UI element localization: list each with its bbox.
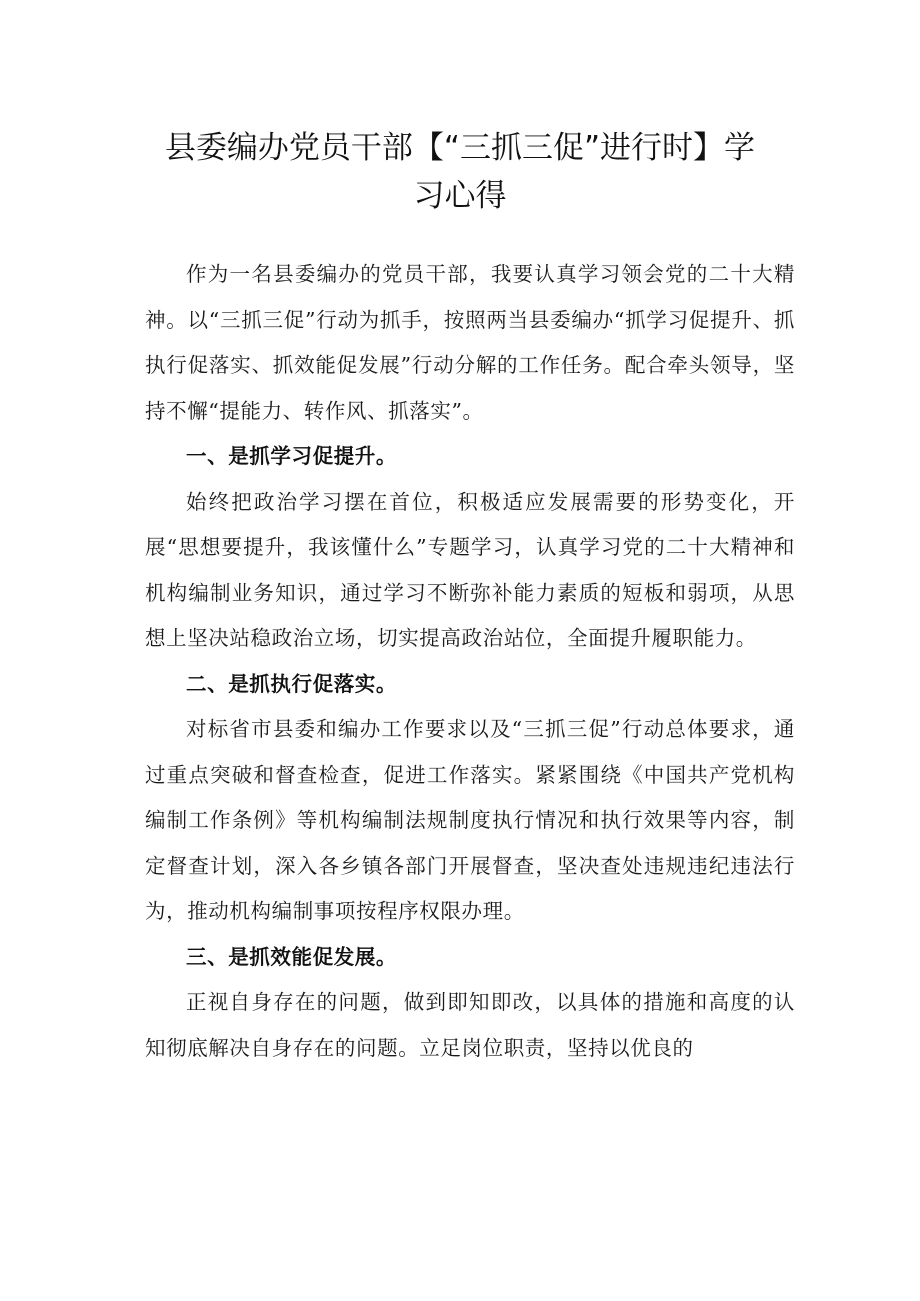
document-body — [145, 252, 795, 1071]
section-body-1: 始终把政治学习摆在首位，积极适应发展需要的形势变化，开展“思想要提升，我该懂什么”专题学习，认真学习党的二十大精神和机构编制业务知识，通过学习不断弥补能力素质的短板和弱项，从思想上坚决站稳政治立场，切实提高政治站位，全面提升履职能力。 — [145, 489, 795, 650]
section-heading-3: 三、是抓效能促发展。 — [186, 944, 397, 969]
document-title-line-1: 县委编办党员干部【“三抓三促”进行时】学 — [164, 130, 756, 166]
section-body-2: 对标省市县委和编办工作要求以及“三抓三促”行动总体要求，通过重点突破和督查检查，促进工作落实。紧紧围绕《中国共产党机构编制工作条例》等机构编制法规制度执行情况和执行效果等内容，制定督查计划，深入各乡镇各部门开展督查，坚决查处违规违纪违法行为，推动机构编制事项按程序权限办理。 — [145, 717, 795, 923]
section-heading-2: 二、是抓执行促落实。 — [186, 671, 397, 696]
section-body-3: 正视自身存在的问题，做到即知即改，以具体的措施和高度的认知彻底解决自身存在的问题。立足岗位职责，坚持以优良的 — [145, 990, 795, 1060]
intro-paragraph: 作为一名县委编办的党员干部，我要认真学习领会党的二十大精神。以“三抓三促”行动为抓手，按照两当县委编办“抓学习促提升、抓执行促落实、抓效能促发展”行动分解的工作任务。配合牵头领导，坚持不懈“提能力、转作风、抓落实”。 — [145, 262, 795, 423]
document-title-line-2: 习心得 — [413, 178, 507, 214]
section-heading-1: 一、是抓学习促提升。 — [186, 444, 397, 468]
